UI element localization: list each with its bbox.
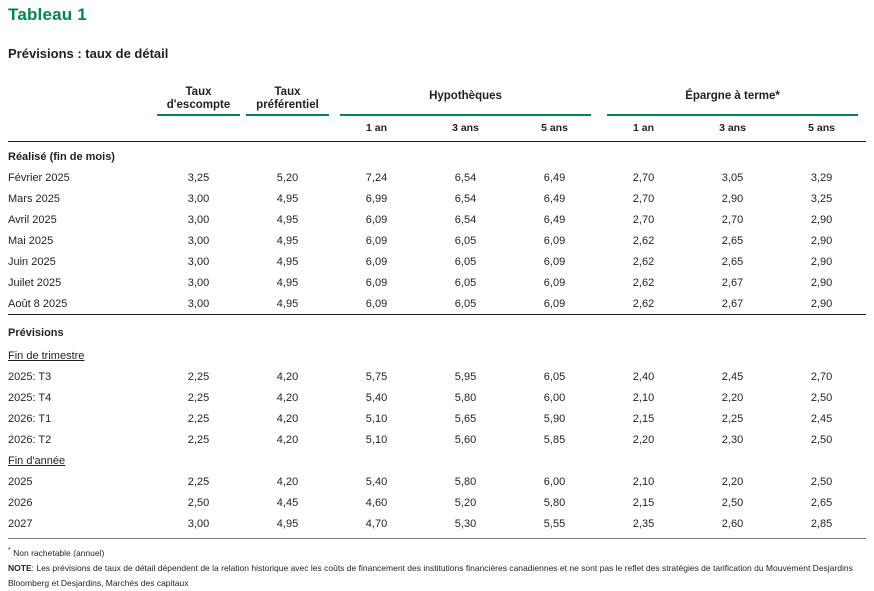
rate-value: 5,40 — [365, 391, 388, 404]
row-label: 2026: T1 — [8, 412, 52, 425]
rate-value: 2,60 — [721, 517, 744, 530]
subheader-term: 1 an — [332, 116, 421, 142]
rate-value: 2,62 — [632, 297, 655, 310]
rate-value: 6,05 — [454, 255, 477, 268]
subsection-header-row — [8, 450, 866, 471]
rate-value: 6,09 — [365, 276, 388, 289]
rate-value: 2,25 — [721, 412, 744, 425]
rate-value: 2,90 — [721, 192, 744, 205]
rate-value: 4,95 — [276, 192, 299, 205]
row-label: 2026: T2 — [8, 433, 52, 446]
column-group-hypotheques — [332, 65, 599, 116]
section-header: Prévisions — [8, 315, 866, 346]
rate-value: 2,70 — [721, 213, 744, 226]
rate-value: 2,15 — [632, 496, 655, 509]
row-label: 2026 — [8, 496, 33, 509]
rate-value: 4,60 — [365, 496, 388, 509]
rate-value: 4,45 — [276, 496, 299, 509]
footnote-asterisk-text: Non rachetable (annuel) — [13, 547, 105, 558]
rate-value: 2,25 — [187, 412, 210, 425]
rate-value: 5,65 — [454, 412, 477, 425]
subsection-header: Fin d'année — [8, 454, 66, 467]
group-label-line: d'escompte — [166, 99, 231, 111]
rate-value: 6,54 — [454, 171, 477, 184]
rate-value: 2,20 — [721, 475, 744, 488]
row-label: 2025: T4 — [8, 391, 52, 404]
rate-value: 2,50 — [810, 433, 833, 446]
footnote-source: Bloomberg et Desjardins, Marchés des capitaux — [8, 577, 189, 588]
rate-value: 6,00 — [543, 475, 566, 488]
row-label: 2025 — [8, 475, 33, 488]
table-row — [8, 167, 866, 188]
rate-value: 4,20 — [276, 433, 299, 446]
note-label: NOTE — [8, 562, 32, 573]
rate-value: 2,25 — [187, 433, 210, 446]
rate-value: 6,00 — [543, 391, 566, 404]
table-row — [8, 492, 866, 513]
rate-value: 3,00 — [187, 276, 210, 289]
subheader-empty — [154, 116, 243, 142]
section-header-row — [8, 315, 866, 346]
rate-value: 5,95 — [454, 370, 477, 383]
group-label-line: préférentiel — [256, 99, 319, 111]
column-group-escompte — [154, 65, 243, 116]
corner-cell — [8, 65, 154, 116]
rate-value: 2,62 — [632, 234, 655, 247]
row-label: Avril 2025 — [8, 213, 57, 226]
subheader-term: 5 ans — [510, 116, 599, 142]
row-label: Juin 2025 — [8, 255, 56, 268]
rate-value: 2,50 — [187, 496, 210, 509]
rate-value: 2,50 — [810, 475, 833, 488]
rate-value: 2,25 — [187, 391, 210, 404]
table-row — [8, 293, 866, 315]
rate-value: 2,20 — [721, 391, 744, 404]
rate-value: 3,00 — [187, 234, 210, 247]
rate-value: 7,24 — [365, 171, 388, 184]
rate-value: 2,10 — [632, 475, 655, 488]
rate-value: 2,90 — [810, 276, 833, 289]
rate-value: 4,95 — [276, 297, 299, 310]
rate-value: 3,05 — [721, 171, 744, 184]
rate-value: 6,05 — [543, 370, 566, 383]
table-body — [8, 142, 866, 539]
rate-value: 3,00 — [187, 213, 210, 226]
table-row — [8, 387, 866, 408]
table-row — [8, 471, 866, 492]
rate-value: 2,50 — [810, 391, 833, 404]
rate-value: 2,70 — [632, 213, 655, 226]
rate-value: 3,25 — [810, 192, 833, 205]
subsection-header-row — [8, 345, 866, 366]
rate-value: 6,99 — [365, 192, 388, 205]
subheader-empty — [243, 116, 332, 142]
rate-value: 6,54 — [454, 192, 477, 205]
rate-value: 6,09 — [365, 297, 388, 310]
rate-value: 2,62 — [632, 255, 655, 268]
rate-value: 2,62 — [632, 276, 655, 289]
note-text: : Les prévisions de taux de détail dépendent de la relation historique avec les coûts de financement des institutions financières canadiennes et ne sont pas le reflet des stratégies de tarification du Mouvement Desjardins — [31, 562, 853, 573]
rate-value: 4,70 — [365, 517, 388, 530]
group-label-line: Taux — [274, 86, 301, 98]
rate-value: 2,65 — [721, 234, 744, 247]
rate-value: 2,20 — [632, 433, 655, 446]
rate-value: 4,95 — [276, 517, 299, 530]
rate-value: 6,09 — [365, 213, 388, 226]
asterisk-mark: * — [8, 547, 11, 554]
row-label: Août 8 2025 — [8, 297, 68, 310]
rate-value: 5,85 — [543, 433, 566, 446]
rate-value: 3,29 — [810, 171, 833, 184]
subsection-header: Fin de trimestre — [8, 349, 85, 362]
rate-value: 3,00 — [187, 255, 210, 268]
rate-value: 5,90 — [543, 412, 566, 425]
rate-value: 2,85 — [810, 517, 833, 530]
rate-value: 6,05 — [454, 234, 477, 247]
subheader-term: 3 ans — [421, 116, 510, 142]
section-header: Réalisé (fin de mois) — [8, 150, 115, 163]
row-label: Février 2025 — [8, 171, 70, 184]
footnote-asterisk — [8, 543, 866, 561]
table-row — [8, 366, 866, 387]
footnote-note — [8, 561, 866, 576]
rate-value: 6,09 — [543, 234, 566, 247]
rate-value: 3,00 — [187, 192, 210, 205]
rate-value: 3,00 — [187, 517, 210, 530]
rate-value: 2,90 — [810, 213, 833, 226]
rate-value: 3,00 — [187, 297, 210, 310]
rate-value: 5,40 — [365, 475, 388, 488]
rate-value: 5,80 — [454, 475, 477, 488]
subheader-term: 5 ans — [777, 116, 866, 142]
rate-value: 2,25 — [187, 475, 210, 488]
row-label: 2027 — [8, 517, 33, 530]
rate-value: 2,30 — [721, 433, 744, 446]
row-label: 2025: T3 — [8, 370, 52, 383]
rate-value: 5,80 — [543, 496, 566, 509]
rate-value: 6,49 — [543, 171, 566, 184]
rate-value: 5,20 — [276, 171, 299, 184]
rate-value: 4,95 — [276, 255, 299, 268]
row-label: Mars 2025 — [8, 192, 60, 205]
rate-value: 4,20 — [276, 370, 299, 383]
rate-value: 6,54 — [454, 213, 477, 226]
rate-value: 4,20 — [276, 391, 299, 404]
rate-value: 2,70 — [632, 171, 655, 184]
subheader-term: 3 ans — [688, 116, 777, 142]
rate-value: 2,67 — [721, 276, 744, 289]
table-row — [8, 230, 866, 251]
rate-value: 5,20 — [454, 496, 477, 509]
group-label-line: Taux — [185, 86, 212, 98]
rate-value: 5,10 — [365, 433, 388, 446]
table-row — [8, 429, 866, 450]
rate-value: 5,75 — [365, 370, 388, 383]
rate-value: 2,67 — [721, 297, 744, 310]
group-header-row — [8, 65, 866, 116]
rate-value: 6,49 — [543, 192, 566, 205]
rate-value: 2,65 — [721, 255, 744, 268]
table-row — [8, 209, 866, 230]
rate-value: 5,80 — [454, 391, 477, 404]
group-label: Épargne à terme* — [607, 65, 858, 116]
rate-value: 2,65 — [810, 496, 833, 509]
rate-value: 6,09 — [365, 234, 388, 247]
rate-value: 4,20 — [276, 475, 299, 488]
rate-value: 6,09 — [543, 276, 566, 289]
rate-value: 5,60 — [454, 433, 477, 446]
table-row — [8, 272, 866, 293]
rate-value: 2,50 — [721, 496, 744, 509]
rate-value: 4,95 — [276, 276, 299, 289]
rate-value: 6,09 — [365, 255, 388, 268]
rate-value: 3,25 — [187, 171, 210, 184]
column-group-preferentiel — [243, 65, 332, 116]
table-row — [8, 188, 866, 209]
rate-value: 2,15 — [632, 412, 655, 425]
table-row — [8, 408, 866, 429]
table-subtitle: Prévisions : taux de détail — [8, 46, 169, 61]
rate-value: 4,95 — [276, 213, 299, 226]
row-label: Mai 2025 — [8, 234, 54, 247]
rate-value: 4,20 — [276, 412, 299, 425]
rate-value: 2,90 — [810, 255, 833, 268]
rate-value: 2,35 — [632, 517, 655, 530]
rate-value: 2,10 — [632, 391, 655, 404]
group-label: Hypothèques — [340, 65, 591, 116]
section-header-row — [8, 142, 866, 168]
table-row — [8, 513, 866, 539]
rate-value: 2,45 — [721, 370, 744, 383]
rate-value: 5,30 — [454, 517, 477, 530]
rate-value: 2,70 — [810, 370, 833, 383]
rate-value: 2,40 — [632, 370, 655, 383]
rate-value: 6,05 — [454, 297, 477, 310]
rate-value: 5,55 — [543, 517, 566, 530]
rate-value: 2,45 — [810, 412, 833, 425]
rate-value: 2,90 — [810, 297, 833, 310]
rate-value: 4,95 — [276, 234, 299, 247]
table-row — [8, 251, 866, 272]
rate-value: 6,09 — [543, 297, 566, 310]
subheader-term: 1 an — [599, 116, 688, 142]
rate-value: 2,90 — [810, 234, 833, 247]
rate-value: 2,25 — [187, 370, 210, 383]
subheader-row — [8, 116, 866, 142]
rate-value: 6,49 — [543, 213, 566, 226]
rate-value: 6,09 — [543, 255, 566, 268]
rate-value: 2,70 — [632, 192, 655, 205]
column-group-epargne — [599, 65, 866, 116]
footnotes — [8, 543, 866, 591]
row-label: Juilet 2025 — [8, 276, 62, 289]
rate-value: 5,10 — [365, 412, 388, 425]
page-title: Tableau 1 — [8, 5, 87, 24]
subheader-empty — [8, 116, 154, 142]
forecast-table — [8, 65, 866, 539]
rate-value: 6,05 — [454, 276, 477, 289]
